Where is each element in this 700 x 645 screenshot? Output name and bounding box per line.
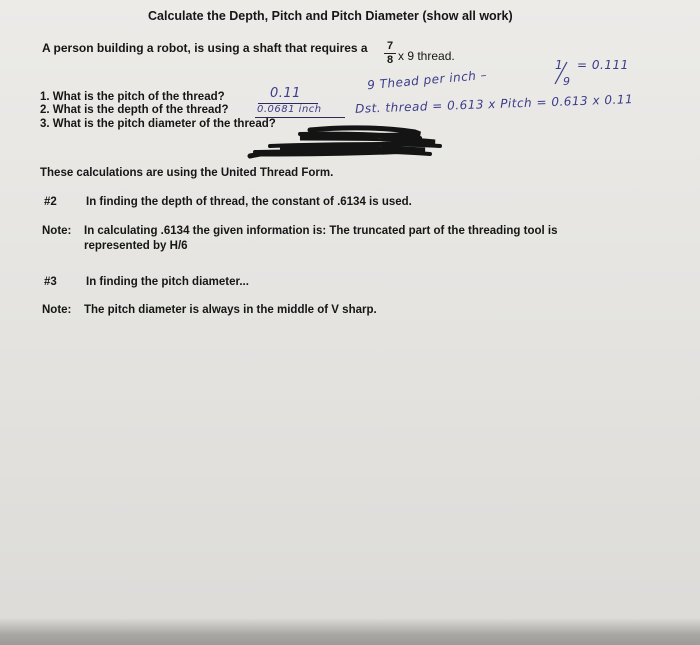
note-2-label: Note: xyxy=(42,304,72,316)
handwritten-fraction-den: 9 xyxy=(563,75,571,88)
fraction-denominator: 8 xyxy=(386,54,394,66)
question-3: 3. What is the pitch diameter of the thread? xyxy=(40,118,276,130)
handwritten-depth-formula: Dst. thread = 0.613 x Pitch = 0.613 x 0.11 xyxy=(354,92,634,116)
handwritten-fraction-num: 1 xyxy=(555,58,564,72)
note-2-text: The pitch diameter is always in the middle of V sharp. xyxy=(84,304,377,316)
handwritten-answer-2: 0.0681 inch xyxy=(257,104,322,115)
page-bottom-shadow xyxy=(0,618,700,645)
fraction-numerator: 7 xyxy=(386,40,394,52)
handwritten-answer-1: 0.11 xyxy=(270,86,301,101)
calc-note: These calculations are using the United Thread Form. xyxy=(40,167,334,179)
question-1: 1. What is the pitch of the thread? xyxy=(40,91,225,103)
scribbled-out-answer xyxy=(240,124,450,160)
thread-size-fraction xyxy=(384,41,396,66)
question-2: 2. What is the depth of the thread? xyxy=(40,104,229,116)
thread-count-text: x 9 thread. xyxy=(398,49,455,63)
worksheet-title: Calculate the Depth, Pitch and Pitch Diameter (show all work) xyxy=(148,9,513,23)
problem-statement: A person building a robot, is using a shaft that requires a xyxy=(42,41,368,55)
item-3-text: In finding the pitch diameter... xyxy=(86,276,249,288)
handwritten-fraction-result: = 0.111 xyxy=(577,58,629,72)
note-1-line-1: In calculating .6134 the given information is: The truncated part of the threading tool is xyxy=(84,225,558,237)
handwritten-threads-per-inch: 9 Thead per inch – xyxy=(366,67,488,93)
note-1-label: Note: xyxy=(42,225,72,237)
answer-2-underline xyxy=(255,117,345,118)
item-2-label: #2 xyxy=(44,196,57,208)
note-1-line-2: represented by H/6 xyxy=(84,240,188,252)
item-2-text: In finding the depth of thread, the constant of .6134 is used. xyxy=(86,196,412,208)
item-3-label: #3 xyxy=(44,276,57,288)
